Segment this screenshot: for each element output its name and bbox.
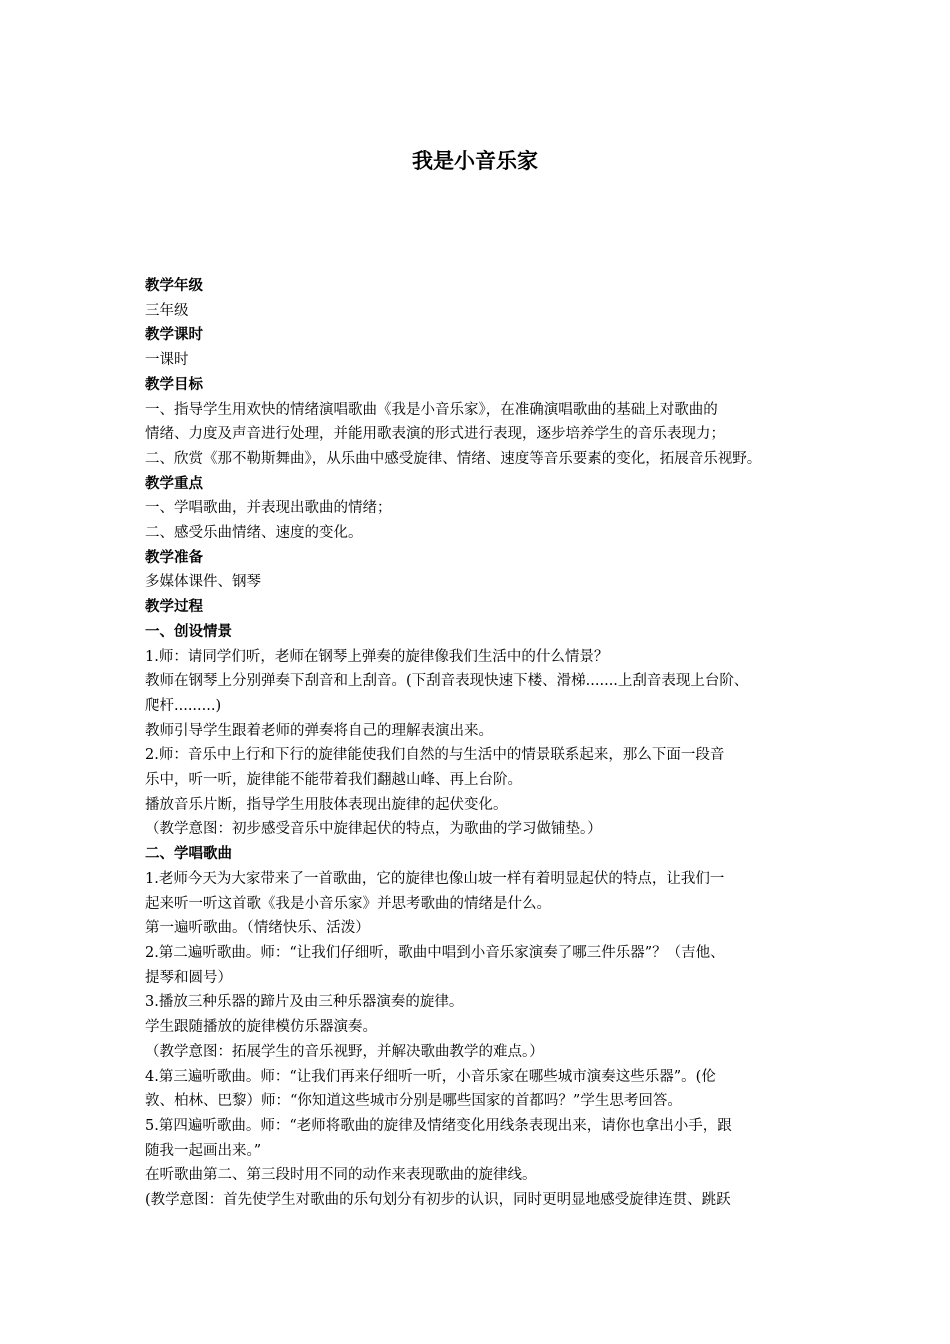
section-heading: 教学重点 bbox=[145, 475, 203, 492]
body-text-line: 教师在钢琴上分别弹奏下刮音和上刮音。(下刮音表现快速下楼、滑梯.......上刮音表现上台阶、 bbox=[145, 673, 749, 690]
body-text-line: 一、学唱歌曲，并表现出歌曲的情绪； bbox=[145, 500, 392, 517]
body-text-line: 4.第三遍听歌曲。师：“让我们再来仔细听一听，小音乐家在哪些城市演奏这些乐器”。(伦 bbox=[145, 1068, 716, 1085]
body-text-line: 2.第二遍听歌曲。师：“让我们仔细听，歌曲中唱到小音乐家演奏了哪三件乐器”？（吉他、 bbox=[145, 944, 725, 961]
body-text-line: 二、感受乐曲情绪、速度的变化。 bbox=[145, 525, 363, 542]
body-text-line: 起来听一听这首歌《我是小音乐家》并思考歌曲的情绪是什么。 bbox=[145, 895, 551, 912]
section-heading: 教学目标 bbox=[145, 376, 203, 393]
body-text-line: 5.第四遍听歌曲。师：“老师将歌曲的旋律及情绪变化用线条表现出来，请你也拿出小手，跟 bbox=[145, 1117, 732, 1134]
body-text-line: 教师引导学生跟着老师的弹奏将自己的理解表演出来。 bbox=[145, 722, 493, 739]
body-text-line: 爬杆.........) bbox=[145, 697, 222, 714]
body-text-line: 提琴和圆号） bbox=[145, 969, 232, 986]
body-text-line: 在听歌曲第二、第三段时用不同的动作来表现歌曲的旋律线。 bbox=[145, 1167, 537, 1184]
body-text-line: 学生跟随播放的旋律模仿乐器演奏。 bbox=[145, 1019, 377, 1036]
section-heading: 教学过程 bbox=[145, 599, 203, 616]
body-text-line: 第一遍听歌曲。（情绪快乐、活泼） bbox=[145, 920, 370, 937]
section-heading: 教学年级 bbox=[145, 278, 203, 294]
body-text-line: 乐中，听一听，旋律能不能带着我们翻越山峰、再上台阶。 bbox=[145, 772, 522, 789]
body-text-line: 一课时 bbox=[145, 352, 189, 369]
body-text-line: 2.师：音乐中上行和下行的旋律能使我们自然的与生活中的情景联系起来，那么下面一段音 bbox=[145, 747, 725, 764]
section-heading: 二、学唱歌曲 bbox=[145, 846, 232, 863]
document-title: 我是小音乐家 bbox=[412, 149, 538, 173]
section-heading: 一、创设情景 bbox=[145, 623, 232, 640]
body-text-line: 情绪、力度及声音进行处理，并能用歌表演的形式进行表现，逐步培养学生的音乐表现力； bbox=[145, 426, 725, 443]
section-heading: 教学课时 bbox=[145, 327, 203, 344]
body-text-line: 3.播放三种乐器的蹄片及由三种乐器演奏的旋律。 bbox=[145, 994, 464, 1011]
body-text-line: 1.老师今天为大家带来了一首歌曲，它的旋律也像山坡一样有着明显起伏的特点，让我们一 bbox=[145, 870, 725, 887]
section-heading: 教学准备 bbox=[145, 549, 203, 566]
body-text-line: 播放音乐片断，指导学生用肢体表现出旋律的起伏变化。 bbox=[145, 796, 508, 813]
body-text-line: 一、指导学生用欢快的情绪演唱歌曲《我是小音乐家》，在准确演唱歌曲的基础上对歌曲的 bbox=[145, 401, 718, 418]
body-text-line: 三年级 bbox=[145, 302, 189, 319]
body-text-line: 敦、柏林、巴黎）师：“你知道这些城市分别是哪些国家的首都吗？”学生思考回答。 bbox=[145, 1093, 682, 1110]
body-text-line: （教学意图：拓展学生的音乐视野，并解决歌曲教学的难点。） bbox=[145, 1043, 544, 1060]
body-text-line: 二、欣赏《那不勒斯舞曲》，从乐曲中感受旋律、情绪、速度等音乐要素的变化，拓展音乐视野。 bbox=[145, 450, 762, 467]
body-text-line: 随我一起画出来。” bbox=[145, 1142, 262, 1159]
body-text-line: (教学意图：首先使学生对歌曲的乐句划分有初步的认识，同时更明显地感受旋律连贯、跳跃 bbox=[145, 1192, 731, 1209]
body-text-line: 1.师：请同学们听，老师在钢琴上弹奏的旋律像我们生活中的什么情景？ bbox=[145, 648, 609, 665]
body-text-line: （教学意图：初步感受音乐中旋律起伏的特点，为歌曲的学习做铺垫。） bbox=[145, 821, 602, 838]
body-text-line: 多媒体课件、钢琴 bbox=[145, 574, 261, 591]
document-body bbox=[145, 274, 815, 1213]
